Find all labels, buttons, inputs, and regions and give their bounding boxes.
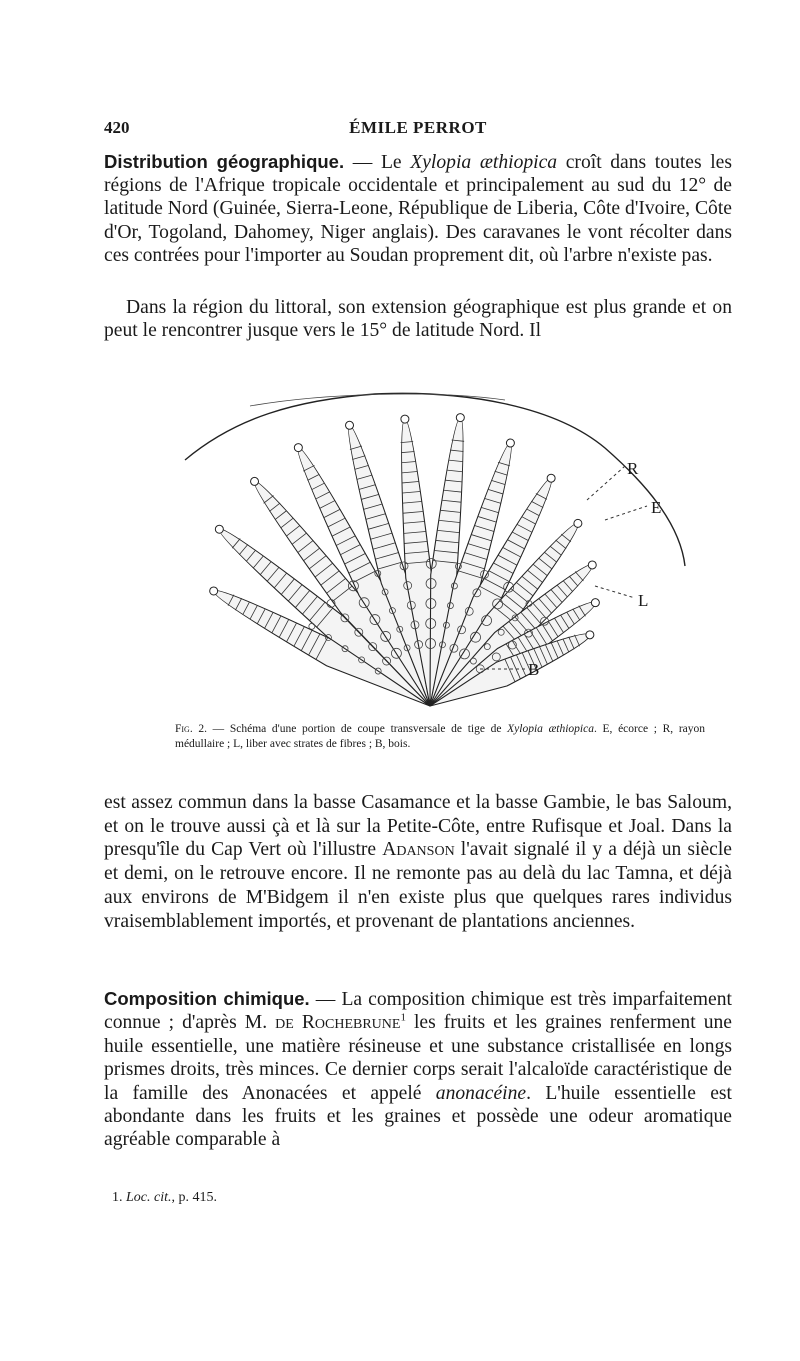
species-name: Xylopia æthiopica [410,152,558,173]
label-B: B [528,660,540,679]
medullary-rays [210,414,600,706]
strand-tip [591,599,599,607]
strand-tip [251,477,259,485]
caption-species: Xylopia æthiopica [507,723,594,735]
strand-tip [294,444,302,452]
strand-tip [588,561,596,569]
figure-stem-section [175,388,695,713]
text-run: l'avait signalé il y a déjà un siècle et demi, on le retrouve encore. Il ne remonte pas au delà du lac Tamna, et déjà aux environs de M'Bidgem il n'en existe plus que quelques rares individus vraisemblablement importés, et provenant de plantations anciennes. [104,839,732,932]
footnote-ref: Loc. cit. [126,1190,172,1205]
strand-tip [586,631,594,639]
caption-text: . E, écorce ; R, rayon médullaire ; L, liber avec strates de fibres ; B, bois. [175,723,706,750]
leader-line-E [605,506,647,520]
person-name: de Rochebrune [275,1012,401,1034]
text-run: les fruits et les graines renferment une huile essentielle, une matière résineuse et une substance cristallisée en longs prismes droits, très minces. Ce dernier corps serait l'alcaloïde caractéristique de la famille des Anonacées et appelé [104,1012,732,1104]
page-number: 420 [104,118,130,137]
figure-number: Fig. 2. [175,723,208,735]
figure-caption [175,722,705,752]
strand-tip [574,519,582,527]
text-run: croît dans toutes les régions de l'Afrique tropicale occidentale et principalement au sud du 12° de latitude Nord (Guinée, Sierra-Leone, République de Liberia, Côte d'Ivoire, Côte d'Or, Togoland, Dahomey, Niger anglais). Des caravanes le vont récolter dans ces contrées pour l'importer au Soudan proprement dit, où l'arbre n'existe pas. [104,152,732,266]
person-name: Adanson [382,839,455,861]
running-head: ÉMILE PERROT [349,118,487,137]
strand-tip [346,421,354,429]
parenchyma-cell [309,623,315,629]
paragraph-distribution [104,150,732,267]
footnote-page: , p. 415. [171,1190,217,1205]
section-heading-distribution: Distribution géographique. [104,151,345,172]
paragraph-littoral: Dans la région du littoral, son extension géographique est plus grande et on peut le rencontrer jusque vers le 15° de latitude Nord. Il [104,297,732,342]
caption-text: — Schéma d'une portion de coupe transversale de tige de [207,723,508,735]
bark-inner-line [250,394,505,406]
strand-tip [547,474,555,482]
text-run: — La composition chimique est très imparfaitement connue ; d'après M. [104,989,732,1034]
text-run: — Le [344,152,411,173]
label-R: R [627,459,639,478]
paragraph-composition [104,987,732,1152]
paragraph-range [104,791,732,933]
text-run: . L'huile essentielle est abondante dans les fruits et les graines et possède une odeur aromatique agréable comparable à [104,1082,732,1151]
page-header [104,118,732,142]
strand-tip [215,525,223,533]
footnote [112,1190,217,1206]
text-run: est assez commun dans la basse Casamance et la basse Gambie, le bas Saloum, et on le trouve aussi çà et là sur la Petite-Côte, entre Rufisque et Joal. Dans la presqu'île du Cap Vert où l'illustre [104,792,732,861]
footnote-number: 1. [112,1190,123,1205]
section-heading-composition: Composition chimique. [104,988,310,1009]
strand-tip [456,414,464,422]
footnote-mark: 1 [400,1011,406,1024]
term-anonaceine: anonacéine [435,1082,527,1104]
label-E: E [651,498,662,517]
stem-cross-section-diagram [175,388,695,713]
strand-tip [210,587,218,595]
leader-line-L [595,586,635,598]
leader-line-R [587,466,625,500]
strand-tip [401,415,409,423]
label-L: L [638,591,649,610]
strand-tip [506,439,514,447]
